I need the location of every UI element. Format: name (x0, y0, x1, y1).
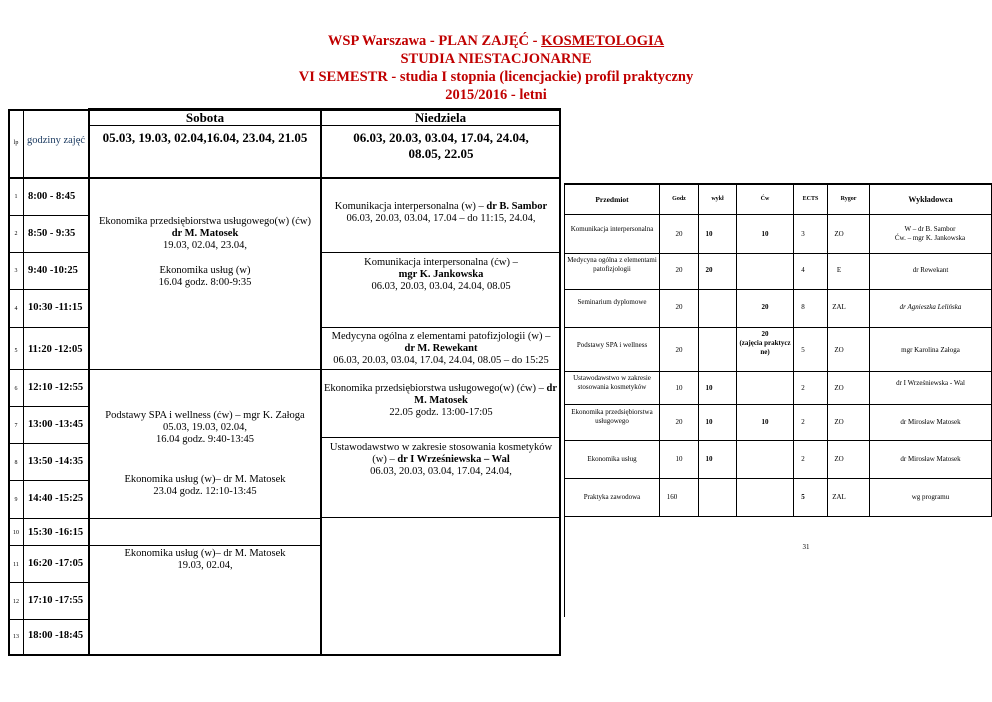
class-lecturer: M. Matosek (414, 395, 468, 406)
class-dates: 05.03, 19.03, 02.04, (163, 422, 247, 433)
time-slot: 16:20 -17:05 (28, 558, 84, 569)
col-header-rigor: Rygor (840, 196, 857, 202)
time-slot: 8:00 - 8:45 (28, 191, 76, 202)
class-title: Ekonomika usług (w)– dr M. Matosek (124, 474, 286, 485)
subject-lecturer: dr I Wrześniewska - Wal (896, 379, 965, 387)
subject-ects: 5 (801, 493, 805, 501)
time-slot: 12:10 -12:55 (28, 382, 84, 393)
time-slot: 18:00 -18:45 (28, 630, 84, 641)
time-slot: 10:30 -11:15 (28, 302, 83, 313)
sunday-dates: 06.03, 20.03, 03.04, 17.04, 24.04, 08.05, 22.05 (353, 130, 529, 161)
title-line-4: 2015/2016 - letni (445, 87, 547, 103)
class-title-text: Ekonomika przedsiębiorstwa usługowego(w) (ćw) – (324, 383, 547, 394)
subject-ects: 2 (801, 418, 805, 426)
class-title: Ekonomika usług (w) (159, 265, 251, 276)
subject-rigor: ZO (834, 455, 844, 463)
subject-hours: 20 (675, 303, 683, 311)
class-dates: 16.04 godz. 9:40-13:45 (156, 434, 254, 445)
subject-rigor: ZAL (832, 303, 846, 311)
row-number: 11 (13, 562, 19, 568)
col-header-hours: Godz (672, 196, 686, 202)
row-number: 8 (14, 460, 18, 466)
col-header-exercises: Ćw (760, 196, 770, 202)
class-lecturer: dr M. Matosek (171, 228, 239, 239)
class-dates: 22.05 godz. 13:00-17:05 (389, 407, 493, 418)
time-slot: 9:40 -10:25 (28, 265, 78, 276)
subject-lecture: 10 (705, 384, 713, 392)
subject-lecturer: W – dr B. Sambor Ćw. – mgr K. Jankowska (894, 225, 966, 242)
class-title-text: Komunikacja interpersonalna (w) – (334, 201, 487, 212)
time-slot: 13:00 -13:45 (28, 419, 84, 430)
subject-ects: 5 (801, 346, 805, 354)
time-slot: 8:50 - 9:35 (28, 228, 76, 239)
saturday-header: Sobota (185, 110, 225, 125)
class-type: (w) – (372, 454, 398, 465)
row-number: 10 (13, 530, 19, 536)
title-prefix: WSP Warszawa - PLAN ZAJĘĆ - (327, 33, 542, 49)
class-title: Komunikacja interpersonalna (ćw) – (364, 257, 518, 268)
subject-exercises: 20 (761, 303, 769, 311)
subject-name: Praktyka zawodowa (583, 493, 641, 501)
subject-rigor: E (836, 266, 842, 274)
class-dates: 23.04 godz. 12:10-13:45 (153, 486, 257, 497)
subject-lecturer: mgr Karolina Załoga (901, 346, 960, 354)
row-number: 5 (14, 348, 18, 354)
subject-lecturer: wg programu (911, 493, 950, 501)
class-title: Medycyna ogólna z elementami patofizjologii (w) – (331, 331, 551, 342)
row-number: 6 (14, 386, 18, 392)
class-title-text: Podstawy SPA i wellness (ćw) – mgr K. Załoga (105, 410, 305, 421)
class-dates: 16.04 godz. 8:00-9:35 (158, 277, 252, 288)
subject-name: Ekonomika usług (587, 455, 637, 463)
subject-lecture: 10 (705, 455, 713, 463)
subject-lecturer: dr Rewekant (912, 266, 949, 274)
class-dates: 06.03, 20.03, 03.04, 24.04, 08.05 (371, 281, 511, 292)
row-number: 13 (13, 634, 19, 640)
class-dates: 19.03, 02.04, 23.04, (163, 240, 247, 251)
saturday-dates: 05.03, 19.03, 02.04,16.04, 23.04, 21.05 (102, 130, 308, 145)
col-header-subject: Przedmiot (595, 195, 629, 204)
subject-ects: 4 (801, 266, 805, 274)
class-lecturer: dr M. Rewekant (404, 343, 478, 354)
sunday-header: Niedziela (414, 110, 467, 125)
subject-lecturer: dr Mirosław Matosek (900, 455, 961, 463)
major-name: KOSMETOLOGIA (541, 33, 665, 49)
subject-rigor: ZO (834, 346, 844, 354)
subject-name: Ekonomika przedsiębiorstwa usługowego (571, 408, 653, 425)
subject-lecture: 10 (705, 418, 713, 426)
title-line-3: VI SEMESTR - studia I stopnia (licencjackie) profil praktyczny (298, 69, 694, 85)
subject-name: Ustawodawstwo w zakresie stosowania kosmetyków (573, 374, 651, 391)
subject-hours: 160 (666, 493, 678, 501)
class-dates: 06.03, 20.03, 03.04, 17.04 – do 11:15, 24.04, (346, 213, 536, 224)
subject-hours: 10 (675, 384, 683, 392)
class-title: Ekonomika przedsiębiorstwa usługowego(w) (ćw) (99, 216, 311, 227)
class-dates: 06.03, 20.03, 03.04, 17.04, 24.04, (370, 466, 512, 477)
hours-header: godziny zajęć (27, 135, 86, 146)
time-slot: 17:10 -17:55 (28, 595, 84, 606)
row-number: 3 (14, 268, 18, 274)
class-lecturer: mgr K. Jankowska (398, 269, 484, 280)
subject-rigor: ZO (834, 384, 844, 392)
subject-name: Komunikacja interpersonalna (570, 225, 654, 233)
subject-lecturer: dr Agnieszka Lelińska (899, 303, 962, 311)
subject-name: Podstawy SPA i wellness (576, 341, 648, 349)
subject-ects: 2 (801, 384, 805, 392)
class-title: Ekonomika usług (w)– dr M. Matosek (124, 548, 286, 559)
ects-total: 31 (802, 543, 810, 551)
time-slot: 14:40 -15:25 (28, 493, 84, 504)
row-number: 4 (14, 306, 18, 312)
class-dates: 06.03, 20.03, 03.04, 17.04, 24.04, 08.05 – do 15:25 (333, 355, 549, 366)
title-line-1 (0, 33, 992, 51)
subject-ects: 8 (801, 303, 805, 311)
subject-lecture: 20 (705, 266, 713, 274)
subject-lecture: 10 (705, 230, 713, 238)
subject-exercises: 10 (761, 418, 769, 426)
row-number: 7 (14, 423, 18, 429)
col-header-ects: ECTS (802, 196, 819, 202)
class-lecturer: dr B. Sambor (486, 201, 548, 212)
subject-hours: 10 (675, 455, 683, 463)
col-header-lecture: wykł (711, 196, 724, 202)
lp-header: lp (13, 140, 19, 146)
subject-hours: 20 (675, 266, 683, 274)
subject-rigor: ZO (834, 418, 844, 426)
row-number: 2 (14, 231, 18, 237)
subject-name: Medycyna ogólna z elementami patofizjologii (567, 256, 657, 273)
subject-rigor: ZAL (832, 493, 846, 501)
time-slot: 13:50 -14:35 (28, 456, 84, 467)
title-line-2: STUDIA NIESTACJONARNE (400, 51, 592, 67)
subject-lecturer: dr Mirosław Matosek (900, 418, 961, 426)
class-title: Ustawodawstwo w zakresie stosowania kosmetyków (329, 442, 553, 453)
time-slot: 15:30 -16:15 (28, 527, 84, 538)
subject-hours: 20 (675, 346, 683, 354)
col-header-lecturer: Wykładowca (908, 195, 953, 204)
class-lecturer: dr I Wrześniewska – Wal (397, 454, 510, 465)
class-lecturer: dr (546, 383, 557, 394)
time-slot: 11:20 -12:05 (28, 344, 83, 355)
subject-ects: 2 (801, 455, 805, 463)
subject-rigor: ZO (834, 230, 844, 238)
subject-hours: 20 (675, 418, 683, 426)
subject-name: Seminarium dyplomowe (577, 298, 647, 306)
subject-exercises: 20 (zajęcia praktycz ne) (739, 330, 791, 356)
row-number: 12 (13, 599, 19, 605)
subject-exercises: 10 (761, 230, 769, 238)
subject-hours: 20 (675, 230, 683, 238)
row-number: 1 (14, 194, 18, 200)
subject-ects: 3 (801, 230, 805, 238)
row-number: 9 (14, 497, 18, 503)
class-dates: 19.03, 02.04, (177, 560, 233, 571)
